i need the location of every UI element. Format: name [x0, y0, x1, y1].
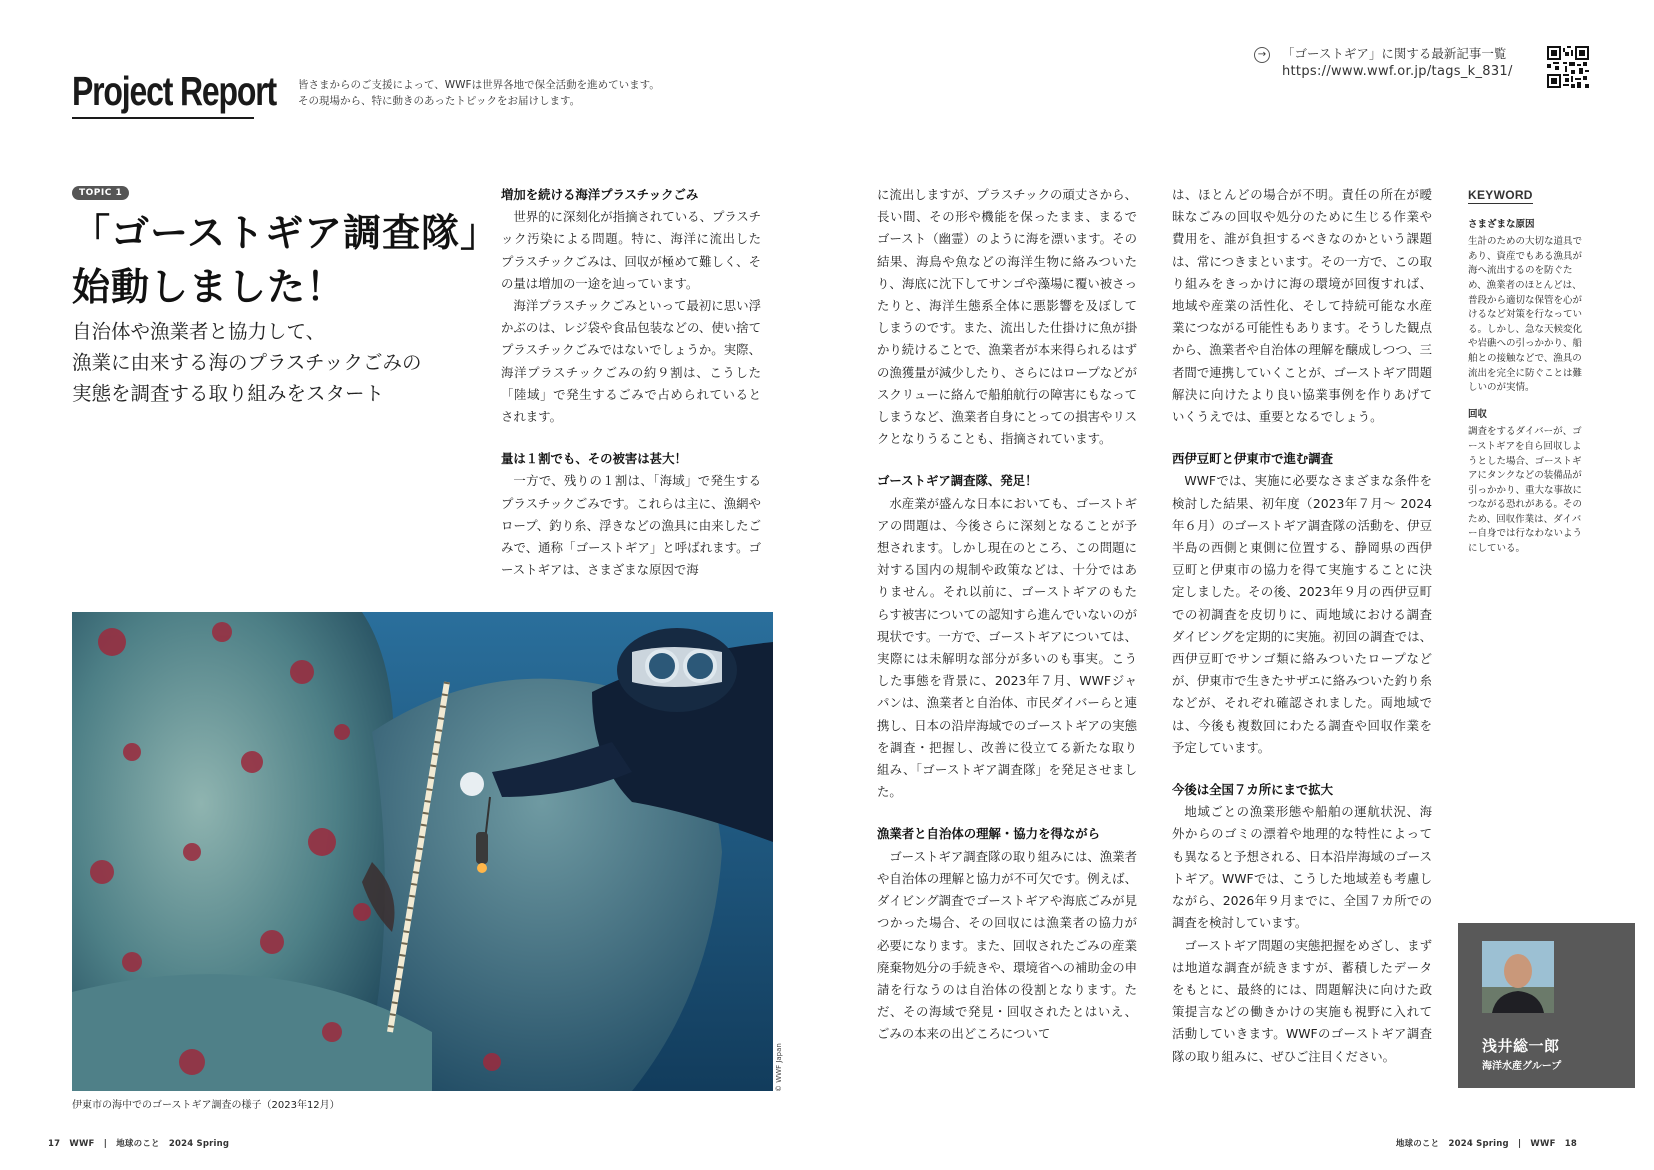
paragraph: は、ほとんどの場合が不明。責任の所在が曖昧なごみの回収や処分のために生じる作業や費用を、誰が負担するべきなのかという課題は、常につきまといます。その一方で、この取り組みをきっかけに海の環境が回復すれば、地域や産業の活性化、そして持続可能な水産業につながる可能性もあります。そうした観点から、漁業者や自治体の理解を醸成しつつ、三者間で連携していくことが、ゴーストギア問題解決に向けたより良い協業事例を作りあげていくうえでは、重要となるでしょう。: [1172, 187, 1432, 425]
footer-brand: WWF: [1530, 1139, 1556, 1149]
headline-line: 「ゴーストギア調査隊」: [72, 211, 500, 255]
intro-line: 皆さまからのご支援によって、WWFは世界各地で保全活動を進めています。: [298, 79, 660, 91]
photo-credit: © WWF Japan: [775, 1043, 783, 1092]
paragraph: 海洋プラスチックごみといって最初に思い浮かぶのは、レジ袋や食品包装などの、使い捨てプラスチックごみではないでしょうか。実際、海洋プラスチックごみの約９割は、こうした「陸域」で発生するごみで占められているとされます。: [501, 298, 761, 425]
section-heading: 今後は全国７カ所にまで拡大: [1172, 782, 1334, 798]
intro-line: その現場から、特に動きのあったトピックをお届けします。: [298, 95, 581, 107]
paragraph: 世界的に深刻化が指摘されている、プラスチック汚染による問題。特に、海洋に流出したプラスチックごみは、回収が極めて難しく、その量は増加の一途を辿っています。: [501, 209, 761, 291]
author-name: 浅井総一郎: [1482, 1037, 1560, 1055]
headline-line: 始動しました！: [72, 265, 346, 309]
page-title: Project Report: [72, 68, 276, 114]
keyword-description: 調査をするダイバーが、ゴーストギアを自ら回収しようとした場合、ゴーストギアにタンクなどの装備品が引っかかり、重大な事故につながる恐れがある。そのため、回収作業は、ダイバー自身では行なわないようにしている。: [1468, 426, 1583, 555]
footer-magazine: 地球のこと: [1395, 1139, 1440, 1149]
footer-issue: 2024 Spring: [168, 1139, 230, 1149]
keyword-title: KEYWORD: [1468, 188, 1533, 202]
paragraph: 地域ごとの漁業形態や船舶の運航状況、海外からのゴミの漂着や地理的な特性によっても異なると予想される、日本沿岸海域のゴーストギア。WWFでは、こうした地域差も考慮しながら、2026年９月までに、全国７カ所での調査を検討しています。: [1172, 804, 1432, 931]
author-profile: [1458, 923, 1635, 1088]
arrow-right-icon: →: [1254, 47, 1270, 63]
keyword-description: 生計のための大切な道具であり、資産でもある漁具が海へ流出するのを防ぐため、漁業者のほとんどは、普段から適切な保管を心がけるなど対策を行なっている。しかし、急な天候変化や岩礁への引っかかり、船舶との接触などで、漁具の流出を完全に防ぐことは難しいのが実情。: [1468, 236, 1583, 394]
author-department: 海洋水産グループ: [1482, 1061, 1562, 1072]
topic-badge: TOPIC 1: [72, 186, 129, 200]
header-intro: [298, 77, 660, 109]
keyword-sidebar: [1468, 188, 1588, 569]
paragraph: WWFでは、実施に必要なさまざまな条件を検討した結果、初年度（2023年７月〜 2024年６月）のゴーストギア調査隊の活動を、伊豆半島の西側と東側に位置する、静岡県の西伊豆町と伊東市の協力を得て実施することに決定しました。その後、2023年９月の西伊豆町での初調査を皮切りに、両地域における調査ダイビングを定期的に実施。初回の調査では、西伊豆町でサンゴ類に絡みついたロープなどが、伊東市で生きたサザエに絡みついた釣り糸などが、それぞれ確認されました。両地域では、今後も複数回にわたる調査や回収作業を予定しています。: [1172, 473, 1432, 755]
diver-photo: [72, 612, 773, 1091]
subhead-line: 自治体や漁業者と協力して、: [72, 320, 326, 343]
paragraph: 水産業が盛んな日本においても、ゴーストギアの問題は、今後さらに深刻となることが予想されます。しかし現在のところ、この問題に対する国内の規制や政策などは、十分ではありません。それ以前に、ゴーストギアのもたらす被害についての認知すら進んでいないのが現状です。一方で、ゴーストギアについては、実際には未解明な部分が多いのも事実。こうした事態を背景に、2023年７月、WWFジャパンは、漁業者と自治体、市民ダイバーらと連携し、日本の沿岸海域でのゴーストギアの実態を調査・把握し、改善に役立てる新たな取り組み、「ゴーストギア調査隊」を発足させました。: [877, 495, 1137, 800]
footer-brand: WWF: [69, 1139, 95, 1149]
section-heading: 漁業者と自治体の理解・協力を得ながら: [877, 826, 1101, 842]
section-heading: 量は１割でも、その被害は甚大！: [501, 451, 687, 467]
section-heading: 西伊豆町と伊東市で進む調査: [1172, 451, 1334, 467]
footer-issue: 2024 Spring: [1448, 1139, 1509, 1149]
page-number: 17: [48, 1139, 61, 1149]
keyword-term: さまざまな原因: [1468, 218, 1535, 230]
keyword-term: 回収: [1468, 408, 1488, 420]
section-heading: 増加を続ける海洋プラスチックごみ: [501, 187, 699, 202]
link-url[interactable]: https://www.wwf.or.jp/tags_k_831/: [1282, 64, 1513, 79]
related-articles-link[interactable]: [1257, 45, 1513, 81]
section-heading: ゴーストギア調査隊、発足！: [877, 473, 1038, 489]
footer-separator: |: [1517, 1139, 1522, 1149]
paragraph: 一方で、残りの１割は、「海域」で発生するプラスチックごみです。これらは主に、漁網やロープ、釣り糸、浮きなどの漁具に由来したごみで、通称「ゴーストギア」と呼ばれます。ゴーストギアは、さまざまな原因で海: [501, 473, 761, 578]
article-subhead: [72, 316, 492, 409]
footer-right: [1396, 1137, 1583, 1149]
paragraph: に流出しますが、プラスチックの頑丈さから、長い間、その形や機能を保ったまま、まるでゴースト（幽霊）のように海を漂います。その結果、海鳥や魚などの海洋生物に絡みついたり、海底に沈下してサンゴや藻場に覆い被さったりと、海洋生態系全体に悪影響を及ぼしてしまうのです。また、流出した仕掛けに魚が掛かり続けることで、漁業者が本来得られるはずの漁獲量が減少したり、さらにはロープなどがスクリューに絡んで船舶航行の障害にもなってしまうなど、漁業者自身にとっての損害やリスクとなりうることも、指摘されています。: [877, 187, 1137, 447]
footer-left: [48, 1137, 235, 1149]
subhead-line: 実態を調査する取り組みをスタート: [72, 382, 385, 405]
text-column-2: [877, 184, 1137, 1046]
subhead-line: 漁業に由来する海のプラスチックごみの: [72, 351, 422, 374]
article-headline: [72, 206, 500, 314]
photo-caption: 伊東市の海中でのゴーストギア調査の様子（2023年12月）: [72, 1100, 340, 1111]
avatar: [1482, 941, 1554, 1013]
footer-magazine: 地球のこと: [116, 1139, 160, 1149]
page-number: 18: [1564, 1139, 1577, 1149]
text-column-1: [501, 184, 761, 581]
title-underline: [72, 117, 254, 119]
text-column-3: [1172, 184, 1432, 1068]
footer-separator: |: [103, 1139, 108, 1149]
qr-code-icon[interactable]: [1547, 46, 1589, 88]
link-label: 「ゴーストギア」に関する最新記事一覧: [1282, 46, 1507, 61]
paragraph: ゴーストギア調査隊の取り組みには、漁業者や自治体の理解と協力が不可欠です。例えば、ダイビング調査でゴーストギアや海底ごみが見つかった場合、その回収には漁業者の協力が必要になります。また、回収されたごみの産業廃棄物処分の手続きや、環境省への補助金の申請を行なうのは自治体の役割となります。ただ、その海域で発見・回収されたとはいえ、ごみの本来の出どころについて: [877, 848, 1137, 1042]
paragraph: ゴーストギア問題の実態把握をめざし、まずは地道な調査が続きますが、蓄積したデータをもとに、最終的には、問題解決に向けた政策提言などの働きかけの実施も視野に入れて活動していきます。WWFのゴーストギア調査隊の取り組みに、ぜひご注目ください。: [1172, 937, 1432, 1064]
